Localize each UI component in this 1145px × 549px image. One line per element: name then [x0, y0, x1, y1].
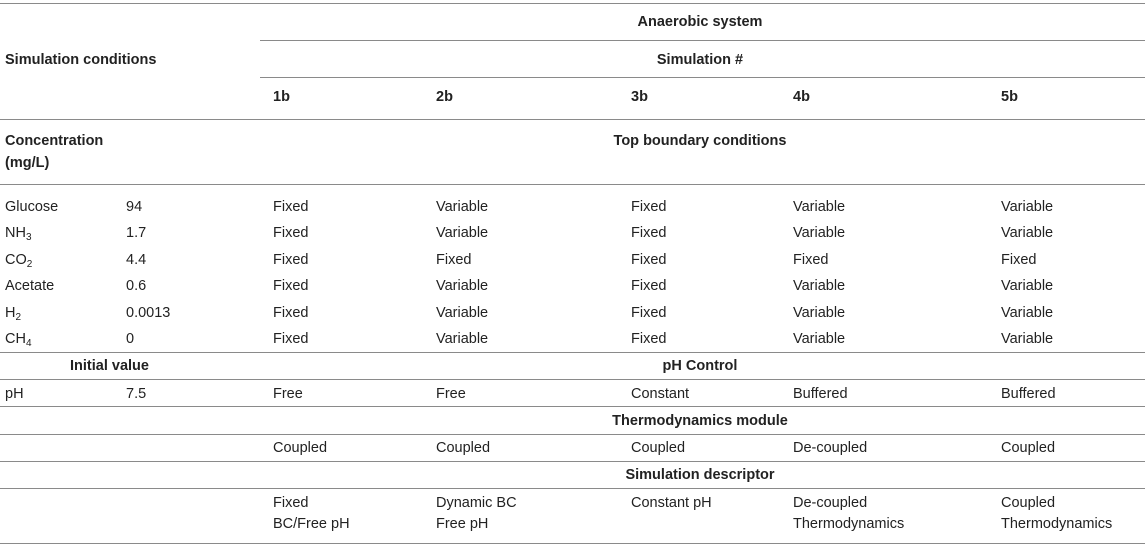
conc-row-cell-1: Fixed	[273, 278, 309, 294]
header-system: Anaerobic system	[637, 14, 763, 30]
thermo-cell-5: Coupled	[1001, 440, 1056, 456]
thermo-cell-3: Coupled	[631, 440, 686, 456]
thermo-title: Thermodynamics module	[612, 413, 788, 429]
conc-row-name-subscript: 3	[25, 232, 32, 243]
conc-row-name-text: NH	[5, 225, 26, 241]
ph-cell-3: Constant	[631, 386, 690, 402]
conc-row-name-subscript: 2	[15, 312, 22, 323]
descriptor-cell-2-line2: Free pH	[436, 516, 489, 532]
header-sim-5: 5b	[1001, 89, 1018, 105]
conc-row-name-text: H	[5, 305, 16, 321]
rule-thermo-header	[0, 434, 1145, 435]
descriptor-cell-4-line2: Thermodynamics	[793, 516, 905, 532]
conc-row-name-subscript: 4	[25, 338, 32, 349]
conc-row-cell-5: Fixed	[1001, 252, 1037, 268]
rule-descriptor-header	[0, 488, 1145, 489]
conc-row-cell-1: Fixed	[273, 199, 309, 215]
conc-row-cell-1: Fixed	[273, 331, 309, 347]
conc-row-cell-4: Variable	[793, 278, 846, 294]
descriptor-cell-1-line1: Fixed	[273, 495, 309, 511]
conc-row-value: 0.6	[126, 278, 147, 294]
rule-top	[0, 3, 1145, 4]
header-sim-4: 4b	[793, 89, 810, 105]
ph-cell-5: Buffered	[1001, 386, 1056, 402]
descriptor-cell-5-line1: Coupled	[1001, 495, 1056, 511]
conc-row-cell-2: Variable	[436, 278, 489, 294]
descriptor-cell-3-line1: Constant pH	[631, 495, 712, 511]
conc-row-name	[5, 277, 54, 295]
conc-row-cell-2: Variable	[436, 199, 489, 215]
header-simulation-conditions: Simulation conditions	[5, 52, 157, 68]
conc-row-cell-3: Fixed	[631, 278, 667, 294]
conc-row-cell-4: Variable	[793, 225, 846, 241]
descriptor-title: Simulation descriptor	[625, 467, 775, 483]
conc-row-cell-3: Fixed	[631, 252, 667, 268]
conc-row-value: 1.7	[126, 225, 147, 241]
conc-row-cell-3: Fixed	[631, 199, 667, 215]
conc-row-cell-1: Fixed	[273, 305, 309, 321]
header-simulation-number: Simulation #	[656, 52, 744, 68]
conc-row-cell-3: Fixed	[631, 305, 667, 321]
conc-row-cell-4: Variable	[793, 199, 846, 215]
conc-row-cell-2: Fixed	[436, 252, 472, 268]
conc-row-cell-1: Fixed	[273, 225, 309, 241]
conc-row-value: 94	[126, 199, 143, 215]
conc-row-value: 4.4	[126, 252, 147, 268]
rule-header-2	[260, 77, 1145, 78]
conc-row-name	[5, 330, 32, 348]
rule-thermo	[0, 406, 1145, 407]
conc-row-cell-4: Variable	[793, 305, 846, 321]
thermo-cell-1: Coupled	[273, 440, 328, 456]
conc-row-cell-3: Fixed	[631, 331, 667, 347]
rule-header-bottom	[0, 119, 1145, 120]
ph-cell-1: Free	[273, 386, 303, 402]
descriptor-cell-1-line2: BC/Free pH	[273, 516, 350, 532]
conc-row-name	[5, 304, 21, 322]
conc-row-cell-3: Fixed	[631, 225, 667, 241]
conc-row-cell-4: Fixed	[793, 252, 829, 268]
conc-row-name-text: Acetate	[5, 278, 55, 294]
conc-row-name	[5, 251, 32, 269]
conc-row-cell-2: Variable	[436, 331, 489, 347]
header-sim-3: 3b	[631, 89, 648, 105]
ph-row-name: pH	[5, 386, 24, 402]
conc-row-name-subscript: 2	[26, 259, 33, 270]
conc-row-name	[5, 198, 58, 216]
conc-row-name-text: CH	[5, 331, 26, 347]
ph-cell-4: Buffered	[793, 386, 848, 402]
rule-bottom	[0, 543, 1145, 544]
ph-row-value: 7.5	[126, 386, 147, 402]
conc-row-cell-5: Variable	[1001, 305, 1054, 321]
rule-conc-header	[0, 184, 1145, 185]
descriptor-cell-4-line1: De-coupled	[793, 495, 868, 511]
conc-row-cell-1: Fixed	[273, 252, 309, 268]
descriptor-cell-2-line1: Dynamic BC	[436, 495, 517, 511]
thermo-cell-4: De-coupled	[793, 440, 868, 456]
conc-row-name-text: Glucose	[5, 199, 59, 215]
conc-row-cell-2: Variable	[436, 225, 489, 241]
initial-value-label: Initial value	[70, 358, 149, 374]
conc-row-cell-5: Variable	[1001, 278, 1054, 294]
conc-row-name-text: CO	[5, 252, 27, 268]
concentration-label-line2: (mg/L)	[5, 155, 50, 171]
conc-row-name	[5, 224, 32, 242]
conc-row-value: 0	[126, 331, 135, 347]
concentration-label-line1: Concentration	[5, 133, 104, 149]
rule-ph	[0, 352, 1145, 353]
conc-row-value: 0.0013	[126, 305, 171, 321]
ph-control-title: pH Control	[662, 358, 738, 374]
conc-row-cell-5: Variable	[1001, 199, 1054, 215]
rule-descriptor	[0, 461, 1145, 462]
conc-row-cell-4: Variable	[793, 331, 846, 347]
conc-row-cell-2: Variable	[436, 305, 489, 321]
conc-row-cell-5: Variable	[1001, 225, 1054, 241]
header-sim-2: 2b	[436, 89, 453, 105]
rule-ph-header	[0, 379, 1145, 380]
ph-cell-2: Free	[436, 386, 466, 402]
conc-row-cell-5: Variable	[1001, 331, 1054, 347]
descriptor-cell-5-line2: Thermodynamics	[1001, 516, 1113, 532]
header-sim-1: 1b	[273, 89, 290, 105]
top-boundary-title: Top boundary conditions	[613, 133, 787, 149]
rule-header-1	[260, 40, 1145, 41]
thermo-cell-2: Coupled	[436, 440, 491, 456]
